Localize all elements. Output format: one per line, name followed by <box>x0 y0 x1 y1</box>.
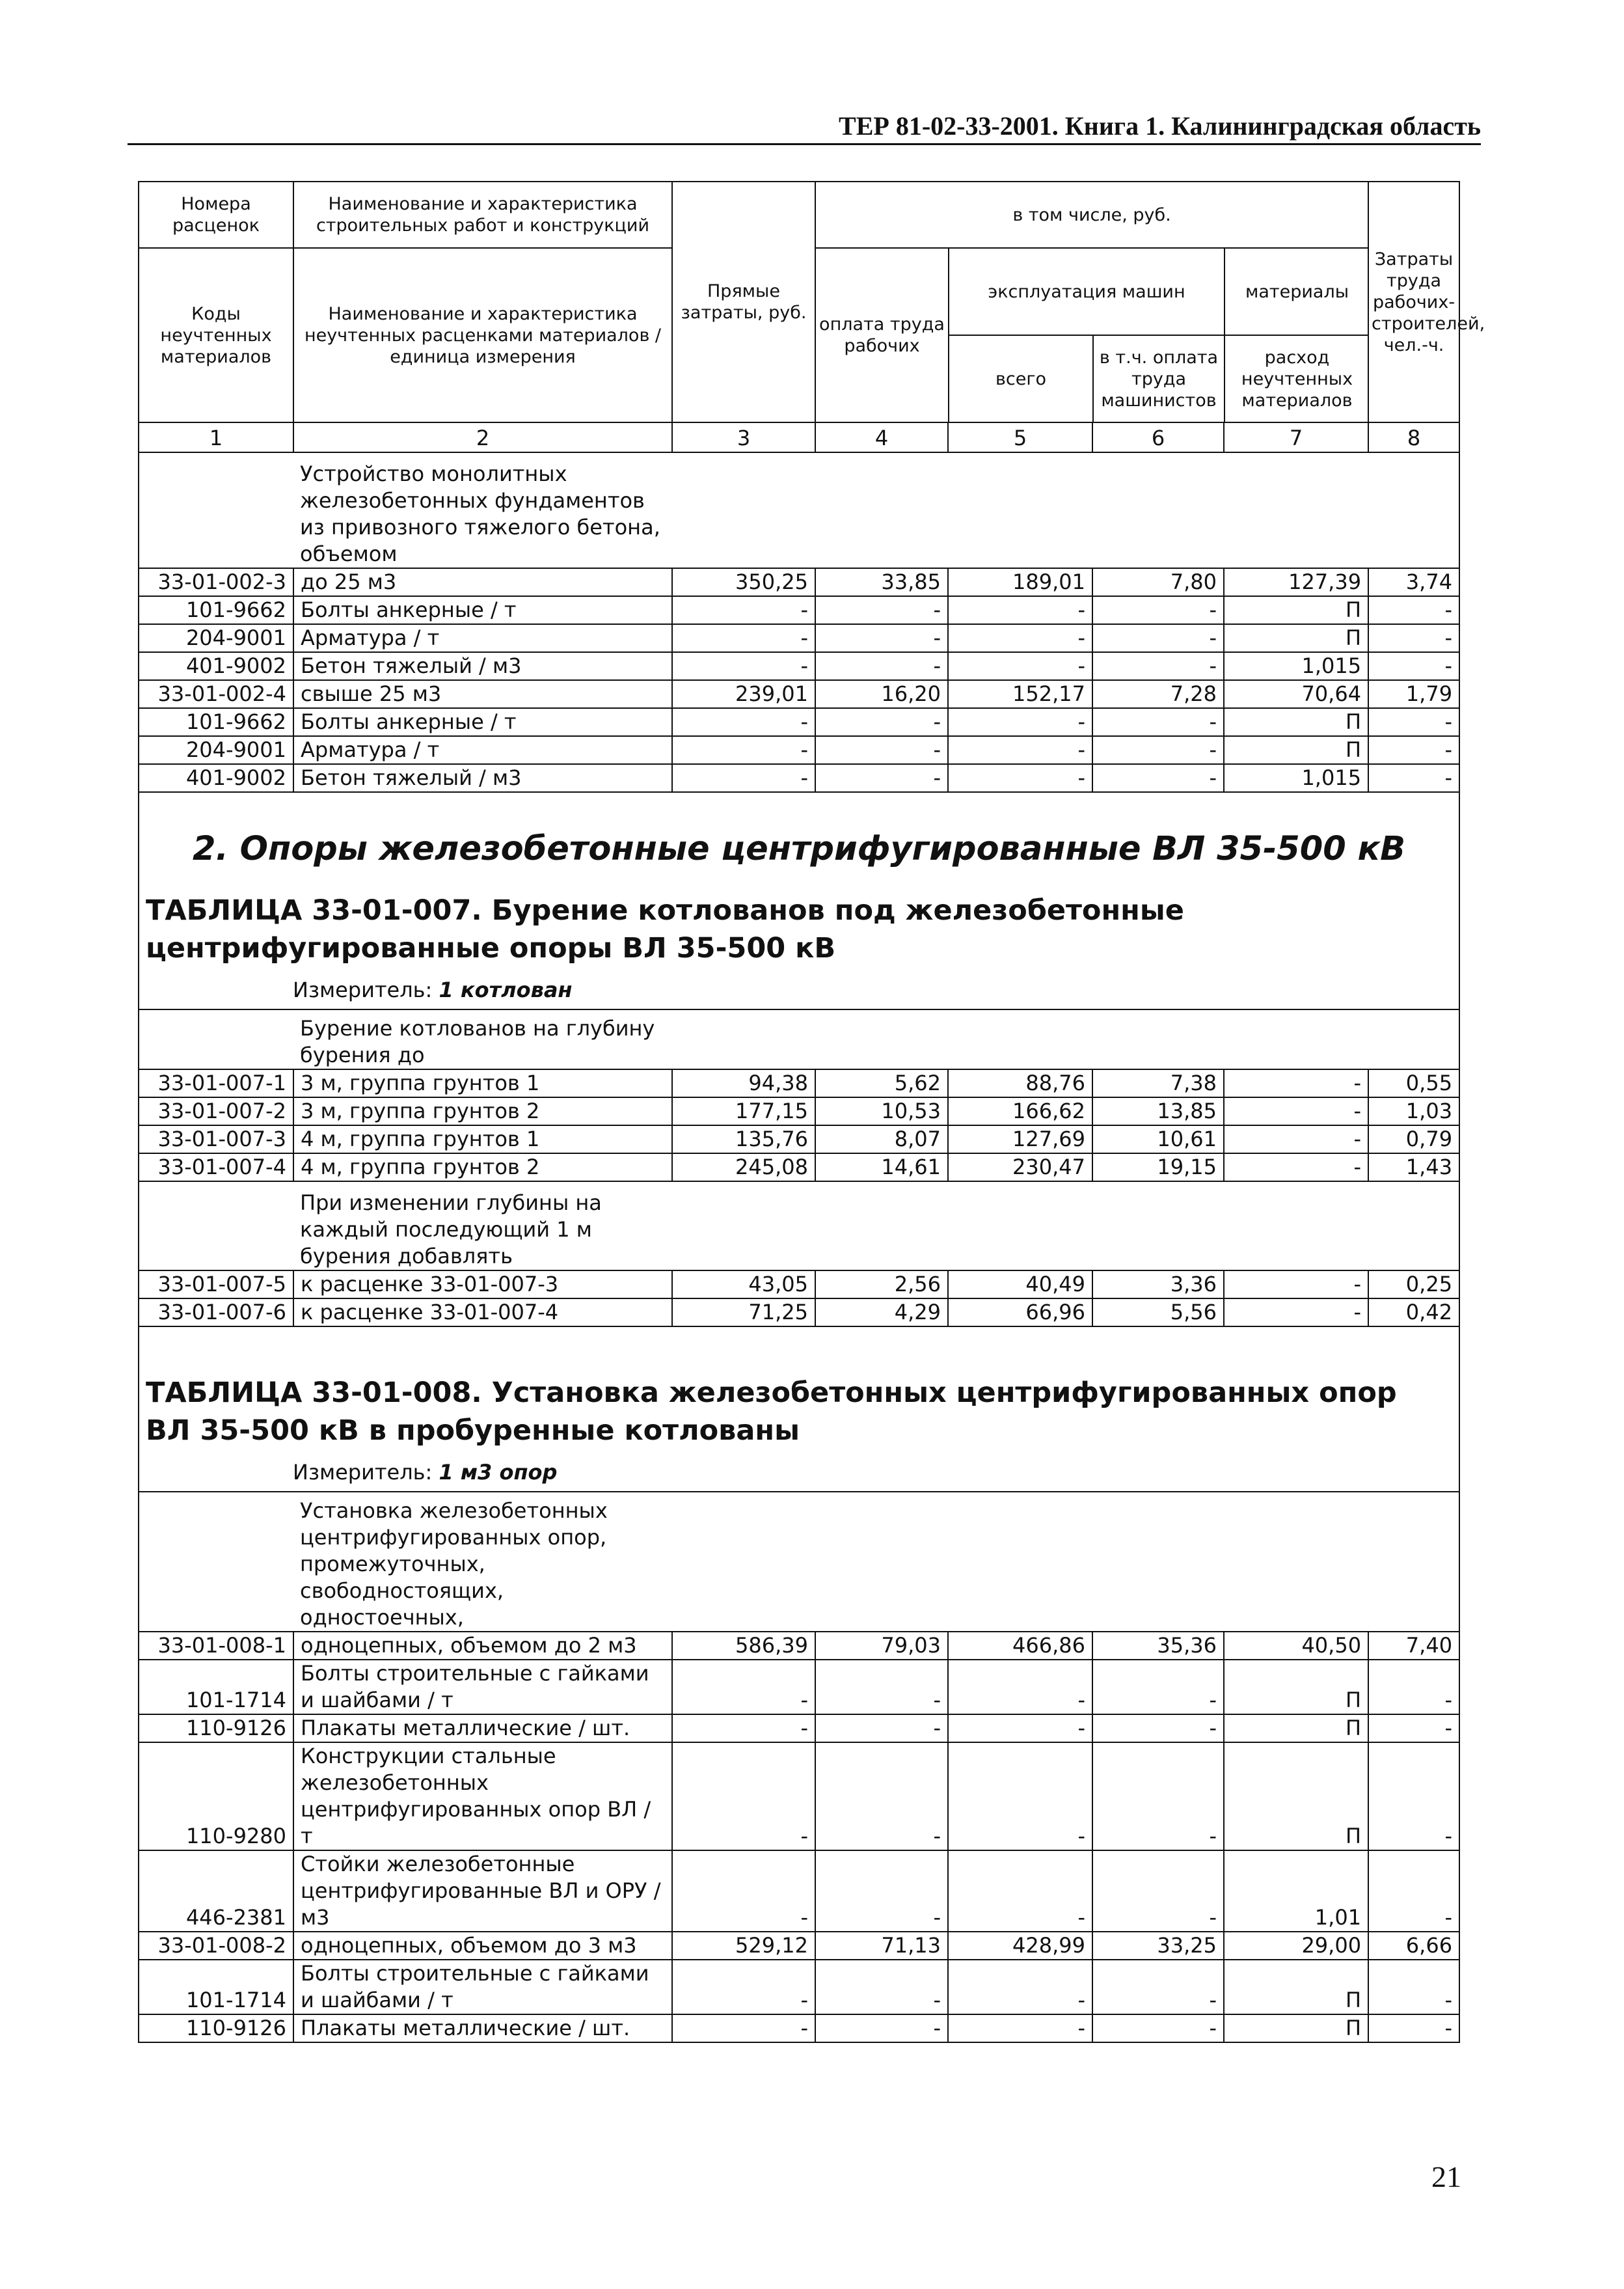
labor-pay-value: 10,53 <box>815 1097 948 1125</box>
rate-code: 204-9001 <box>139 624 293 652</box>
direct-costs-value: - <box>672 1660 815 1714</box>
labor-pay-value: - <box>815 1742 948 1850</box>
materials-value: П <box>1224 708 1368 736</box>
machines-total-value: - <box>948 708 1092 736</box>
header-including: в том числе, руб. <box>815 182 1368 248</box>
rate-row <box>139 1932 1459 1960</box>
operators-pay-value: - <box>1092 764 1224 792</box>
operators-pay-value: - <box>1092 2014 1224 2042</box>
direct-costs-value: 245,08 <box>672 1153 815 1181</box>
labor-hours-value: 1,43 <box>1368 1153 1459 1181</box>
materials-value: П <box>1224 1660 1368 1714</box>
operators-pay-value: 13,85 <box>1092 1097 1224 1125</box>
materials-value: П <box>1224 736 1368 764</box>
labor-hours-value: - <box>1368 708 1459 736</box>
direct-costs-value: - <box>672 2014 815 2042</box>
group-intro-text: Установка железобетонных центрифугированных опор, промежуточных, свободностоящих, одностоечных, <box>300 1498 608 1630</box>
labor-hours-value: 1,03 <box>1368 1097 1459 1125</box>
header-codes-bottom: Коды неучтенных материалов <box>139 248 293 422</box>
rate-name: одноцепных, объемом до 2 м3 <box>293 1632 672 1660</box>
machines-total-value: - <box>948 1714 1092 1742</box>
direct-costs-value: 135,76 <box>672 1125 815 1153</box>
direct-costs-value: 94,38 <box>672 1069 815 1097</box>
material-row <box>139 1742 1459 1850</box>
rate-code: 204-9001 <box>139 736 293 764</box>
machines-total-value: 230,47 <box>948 1153 1092 1181</box>
operators-pay-value: - <box>1092 1660 1224 1714</box>
group-intro-text: Устройство монолитных железобетонных фундаментов из привозного тяжелого бетона, объемом <box>300 461 660 566</box>
labor-hours-value: 1,79 <box>1368 680 1459 708</box>
rate-name: одноцепных, объемом до 3 м3 <box>293 1932 672 1960</box>
labor-pay-value: - <box>815 736 948 764</box>
labor-pay-value: - <box>815 1714 948 1742</box>
machines-total-value: 166,62 <box>948 1097 1092 1125</box>
rate-row <box>139 568 1459 596</box>
column-number: 6 <box>1092 422 1224 452</box>
rate-name: к расценке 33-01-007-3 <box>293 1270 672 1298</box>
rate-name: 4 м, группа грунтов 1 <box>293 1125 672 1153</box>
rate-name: Конструкции стальные железобетонных центрифугированных опор ВЛ / т <box>293 1742 672 1850</box>
labor-pay-value: - <box>815 1660 948 1714</box>
header-sub-table <box>816 249 1369 422</box>
labor-hours-value: 3,74 <box>1368 568 1459 596</box>
machines-total-value: - <box>948 1660 1092 1714</box>
labor-hours-value: - <box>1368 1850 1459 1932</box>
unit-value: 1 м3 опор <box>439 1460 558 1485</box>
labor-pay-value: 8,07 <box>815 1125 948 1153</box>
rate-code: 110-9280 <box>139 1742 293 1850</box>
rate-name: Болты анкерные / т <box>293 708 672 736</box>
material-row <box>139 1850 1459 1932</box>
machines-total-value: - <box>948 736 1092 764</box>
header-name-top: Наименование и характеристика строительных работ и конструкций <box>293 182 672 248</box>
labor-hours-value: - <box>1368 624 1459 652</box>
rate-code: 33-01-007-1 <box>139 1069 293 1097</box>
rate-name: Плакаты металлические / шт. <box>293 2014 672 2042</box>
rate-row <box>139 1125 1459 1153</box>
running-header: ТЕР 81-02-33-2001. Книга 1. Калининградская область <box>839 111 1481 141</box>
table-title-008-line2: ВЛ 35-500 кВ в пробуренные котлованы <box>146 1414 800 1447</box>
rate-code: 33-01-007-4 <box>139 1153 293 1181</box>
machines-total-value: - <box>948 1850 1092 1932</box>
material-row <box>139 736 1459 764</box>
labor-pay-value: - <box>815 1960 948 2014</box>
rate-name: до 25 м3 <box>293 568 672 596</box>
column-number: 7 <box>1224 422 1368 452</box>
machines-total-value: 466,86 <box>948 1632 1092 1660</box>
rate-code: 101-9662 <box>139 708 293 736</box>
unit-line-008 <box>293 1459 1452 1486</box>
rate-code: 446-2381 <box>139 1850 293 1932</box>
column-number: 2 <box>293 422 672 452</box>
machines-total-value: 189,01 <box>948 568 1092 596</box>
direct-costs-value: - <box>672 708 815 736</box>
table-body <box>139 452 1459 2042</box>
material-row <box>139 624 1459 652</box>
labor-pay-value: 4,29 <box>815 1298 948 1326</box>
labor-pay-value: 16,20 <box>815 680 948 708</box>
rate-row <box>139 1153 1459 1181</box>
header-machines: эксплуатация машин <box>949 249 1225 335</box>
labor-hours-value: 6,66 <box>1368 1932 1459 1960</box>
table-title-007-line1: ТАБЛИЦА 33-01-007. Бурение котлованов под железобетонные <box>146 894 1184 927</box>
rate-code: 33-01-007-2 <box>139 1097 293 1125</box>
rate-code: 101-1714 <box>139 1660 293 1714</box>
unit-value: 1 котлован <box>439 978 573 1002</box>
material-row <box>139 1660 1459 1714</box>
operators-pay-value: - <box>1092 736 1224 764</box>
group-intro-row <box>139 452 1459 568</box>
rate-name: Болты анкерные / т <box>293 596 672 624</box>
empty-code-cell <box>139 1009 293 1069</box>
table-title-008-line1: ТАБЛИЦА 33-01-008. Установка железобетонных центрифугированных опор <box>146 1377 1397 1409</box>
column-number: 1 <box>139 422 293 452</box>
operators-pay-value: - <box>1092 1714 1224 1742</box>
page-number: 21 <box>1431 2160 1461 2193</box>
labor-hours-value: 0,25 <box>1368 1270 1459 1298</box>
rate-name: 4 м, группа грунтов 2 <box>293 1153 672 1181</box>
header-machines-total: всего <box>949 335 1093 422</box>
column-number-row <box>139 422 1459 452</box>
price-table <box>138 181 1485 2043</box>
operators-pay-value: - <box>1092 1850 1224 1932</box>
direct-costs-value: 529,12 <box>672 1932 815 1960</box>
materials-value: П <box>1224 2014 1368 2042</box>
direct-costs-value: - <box>672 624 815 652</box>
group-intro-text: При изменении глубины на каждый последующий 1 м бурения добавлять <box>300 1190 602 1268</box>
rate-code: 33-01-002-4 <box>139 680 293 708</box>
labor-hours-value: - <box>1368 1660 1459 1714</box>
materials-value: 70,64 <box>1224 680 1368 708</box>
material-row <box>139 1714 1459 1742</box>
header-codes-top: Номера расценок <box>139 182 293 248</box>
group-intro-row <box>139 1492 1459 1632</box>
rate-name: Арматура / т <box>293 624 672 652</box>
machines-total-value: - <box>948 764 1092 792</box>
rate-name: Болты строительные с гайками и шайбами / т <box>293 1660 672 1714</box>
header-name-bottom: Наименование и характеристика неучтенных расценками материалов / единица измерения <box>293 248 672 422</box>
rate-code: 110-9126 <box>139 1714 293 1742</box>
materials-value: П <box>1224 1742 1368 1850</box>
header-rule <box>128 143 1481 145</box>
materials-value: П <box>1224 596 1368 624</box>
rate-name: Бетон тяжелый / м3 <box>293 652 672 680</box>
labor-hours-value: - <box>1368 764 1459 792</box>
header-materials-unaccounted: расход неучтенных материалов <box>1241 347 1353 411</box>
direct-costs-value: - <box>672 652 815 680</box>
materials-value: 1,01 <box>1224 1850 1368 1932</box>
rate-row <box>139 1632 1459 1660</box>
header-machines-operators: в т.ч. оплата труда машинистов <box>1093 335 1225 422</box>
labor-pay-value: - <box>815 1850 948 1932</box>
material-row <box>139 708 1459 736</box>
rate-code: 33-01-007-6 <box>139 1298 293 1326</box>
materials-value: - <box>1224 1153 1368 1181</box>
operators-pay-value: - <box>1092 1960 1224 2014</box>
group-intro-row <box>139 1181 1459 1270</box>
machines-total-value: - <box>948 624 1092 652</box>
rate-row <box>139 1069 1459 1097</box>
operators-pay-value: 7,28 <box>1092 680 1224 708</box>
labor-hours-value: 0,42 <box>1368 1298 1459 1326</box>
material-row <box>139 764 1459 792</box>
operators-pay-value: 3,36 <box>1092 1270 1224 1298</box>
rate-code: 33-01-007-5 <box>139 1270 293 1298</box>
labor-hours-value: - <box>1368 736 1459 764</box>
operators-pay-value: - <box>1092 624 1224 652</box>
rate-code: 33-01-002-3 <box>139 568 293 596</box>
table-header <box>139 182 1485 452</box>
labor-hours-value: - <box>1368 2014 1459 2042</box>
labor-hours-value: - <box>1368 652 1459 680</box>
rate-row <box>139 1298 1459 1326</box>
table-title-007-line2: центрифугированные опоры ВЛ 35-500 кВ <box>146 932 836 965</box>
machines-total-value: - <box>948 1960 1092 2014</box>
section-title: 2. Опоры железобетонные центрифугированные ВЛ 35-500 кВ <box>193 830 1405 868</box>
operators-pay-value: - <box>1092 1742 1224 1850</box>
machines-total-value: 40,49 <box>948 1270 1092 1298</box>
materials-value: 1,015 <box>1224 652 1368 680</box>
direct-costs-value: 239,01 <box>672 680 815 708</box>
rate-name: Арматура / т <box>293 736 672 764</box>
machines-total-value: 152,17 <box>948 680 1092 708</box>
rate-code: 101-1714 <box>139 1960 293 2014</box>
group-intro-row <box>139 1009 1459 1069</box>
empty-code-cell <box>139 1181 293 1270</box>
rate-code: 401-9002 <box>139 764 293 792</box>
material-row <box>139 2014 1459 2042</box>
rate-code: 101-9662 <box>139 596 293 624</box>
labor-hours-value: 7,40 <box>1368 1632 1459 1660</box>
materials-value: 1,015 <box>1224 764 1368 792</box>
labor-pay-value: - <box>815 652 948 680</box>
labor-hours-value: - <box>1368 1714 1459 1742</box>
material-row <box>139 1960 1459 2014</box>
operators-pay-value: - <box>1092 596 1224 624</box>
rate-code: 401-9002 <box>139 652 293 680</box>
labor-pay-value: 5,62 <box>815 1069 948 1097</box>
operators-pay-value: - <box>1092 708 1224 736</box>
machines-total-value: - <box>948 652 1092 680</box>
labor-hours-value: 0,55 <box>1368 1069 1459 1097</box>
labor-pay-value: - <box>815 764 948 792</box>
unit-label: Измеритель: <box>293 978 439 1002</box>
rate-row <box>139 680 1459 708</box>
operators-pay-value: 35,36 <box>1092 1632 1224 1660</box>
rate-name: Бетон тяжелый / м3 <box>293 764 672 792</box>
direct-costs-value: - <box>672 1714 815 1742</box>
rate-code: 33-01-008-2 <box>139 1932 293 1960</box>
labor-pay-value: - <box>815 2014 948 2042</box>
machines-total-value: 66,96 <box>948 1298 1092 1326</box>
materials-value: 40,50 <box>1224 1632 1368 1660</box>
header-materials: материалы <box>1225 249 1369 335</box>
direct-costs-value: 43,05 <box>672 1270 815 1298</box>
machines-total-value: - <box>948 2014 1092 2042</box>
operators-pay-value: 7,38 <box>1092 1069 1224 1097</box>
machines-total-value: - <box>948 596 1092 624</box>
header-labor-costs: Затраты труда рабочих-строителей, чел.-ч. <box>1368 182 1459 422</box>
direct-costs-value: 350,25 <box>672 568 815 596</box>
group-intro-text: Бурение котлованов на глубину бурения до <box>300 1016 655 1067</box>
labor-pay-value: - <box>815 708 948 736</box>
column-number: 8 <box>1368 422 1459 452</box>
machines-total-value: - <box>948 1742 1092 1850</box>
labor-pay-value: 14,61 <box>815 1153 948 1181</box>
material-row <box>139 652 1459 680</box>
materials-value: П <box>1224 1714 1368 1742</box>
direct-costs-value: 586,39 <box>672 1632 815 1660</box>
column-number: 4 <box>815 422 948 452</box>
machines-total-value: 127,69 <box>948 1125 1092 1153</box>
unit-line-007 <box>293 976 1452 1004</box>
materials-value: - <box>1224 1270 1368 1298</box>
rate-row <box>139 1270 1459 1298</box>
labor-pay-value: - <box>815 624 948 652</box>
column-number: 3 <box>672 422 815 452</box>
direct-costs-value: - <box>672 1960 815 2014</box>
materials-value: 127,39 <box>1224 568 1368 596</box>
empty-code-cell <box>139 452 293 568</box>
machines-total-value: 428,99 <box>948 1932 1092 1960</box>
materials-value: П <box>1224 1960 1368 2014</box>
direct-costs-value: - <box>672 1742 815 1850</box>
labor-pay-value: 71,13 <box>815 1932 948 1960</box>
labor-hours-value: - <box>1368 596 1459 624</box>
operators-pay-value: 10,61 <box>1092 1125 1224 1153</box>
direct-costs-value: - <box>672 764 815 792</box>
materials-value: 29,00 <box>1224 1932 1368 1960</box>
header-labor-pay: оплата труда рабочих <box>816 249 949 422</box>
rate-code: 33-01-008-1 <box>139 1632 293 1660</box>
unit-label: Измеритель: <box>293 1460 439 1485</box>
rate-name: Плакаты металлические / шт. <box>293 1714 672 1742</box>
header-direct-costs: Прямые затраты, руб. <box>672 182 815 422</box>
direct-costs-value: - <box>672 736 815 764</box>
operators-pay-value: - <box>1092 652 1224 680</box>
operators-pay-value: 7,80 <box>1092 568 1224 596</box>
rate-name: Стойки железобетонные центрифугированные ВЛ и ОРУ / м3 <box>293 1850 672 1932</box>
column-number: 5 <box>948 422 1092 452</box>
labor-hours-value: - <box>1368 1960 1459 2014</box>
materials-value: - <box>1224 1069 1368 1097</box>
rate-name: 3 м, группа грунтов 2 <box>293 1097 672 1125</box>
operators-pay-value: 19,15 <box>1092 1153 1224 1181</box>
direct-costs-value: 71,25 <box>672 1298 815 1326</box>
labor-pay-value: 2,56 <box>815 1270 948 1298</box>
materials-value: - <box>1224 1097 1368 1125</box>
materials-value: П <box>1224 624 1368 652</box>
machines-total-value: 88,76 <box>948 1069 1092 1097</box>
rate-name: 3 м, группа грунтов 1 <box>293 1069 672 1097</box>
direct-costs-value: - <box>672 1850 815 1932</box>
materials-value: - <box>1224 1298 1368 1326</box>
rate-name: Болты строительные с гайками и шайбами / т <box>293 1960 672 2014</box>
rate-row <box>139 1097 1459 1125</box>
material-row <box>139 596 1459 624</box>
heading-row <box>139 792 1459 1009</box>
direct-costs-value: - <box>672 596 815 624</box>
rate-name: к расценке 33-01-007-4 <box>293 1298 672 1326</box>
heading-row <box>139 1326 1459 1492</box>
rate-name: свыше 25 м3 <box>293 680 672 708</box>
materials-value: - <box>1224 1125 1368 1153</box>
labor-hours-value: 0,79 <box>1368 1125 1459 1153</box>
direct-costs-value: 177,15 <box>672 1097 815 1125</box>
labor-pay-value: 79,03 <box>815 1632 948 1660</box>
rate-code: 110-9126 <box>139 2014 293 2042</box>
operators-pay-value: 5,56 <box>1092 1298 1224 1326</box>
empty-code-cell <box>139 1492 293 1632</box>
rate-code: 33-01-007-3 <box>139 1125 293 1153</box>
labor-hours-value: - <box>1368 1742 1459 1850</box>
labor-pay-value: 33,85 <box>815 568 948 596</box>
labor-pay-value: - <box>815 596 948 624</box>
operators-pay-value: 33,25 <box>1092 1932 1224 1960</box>
